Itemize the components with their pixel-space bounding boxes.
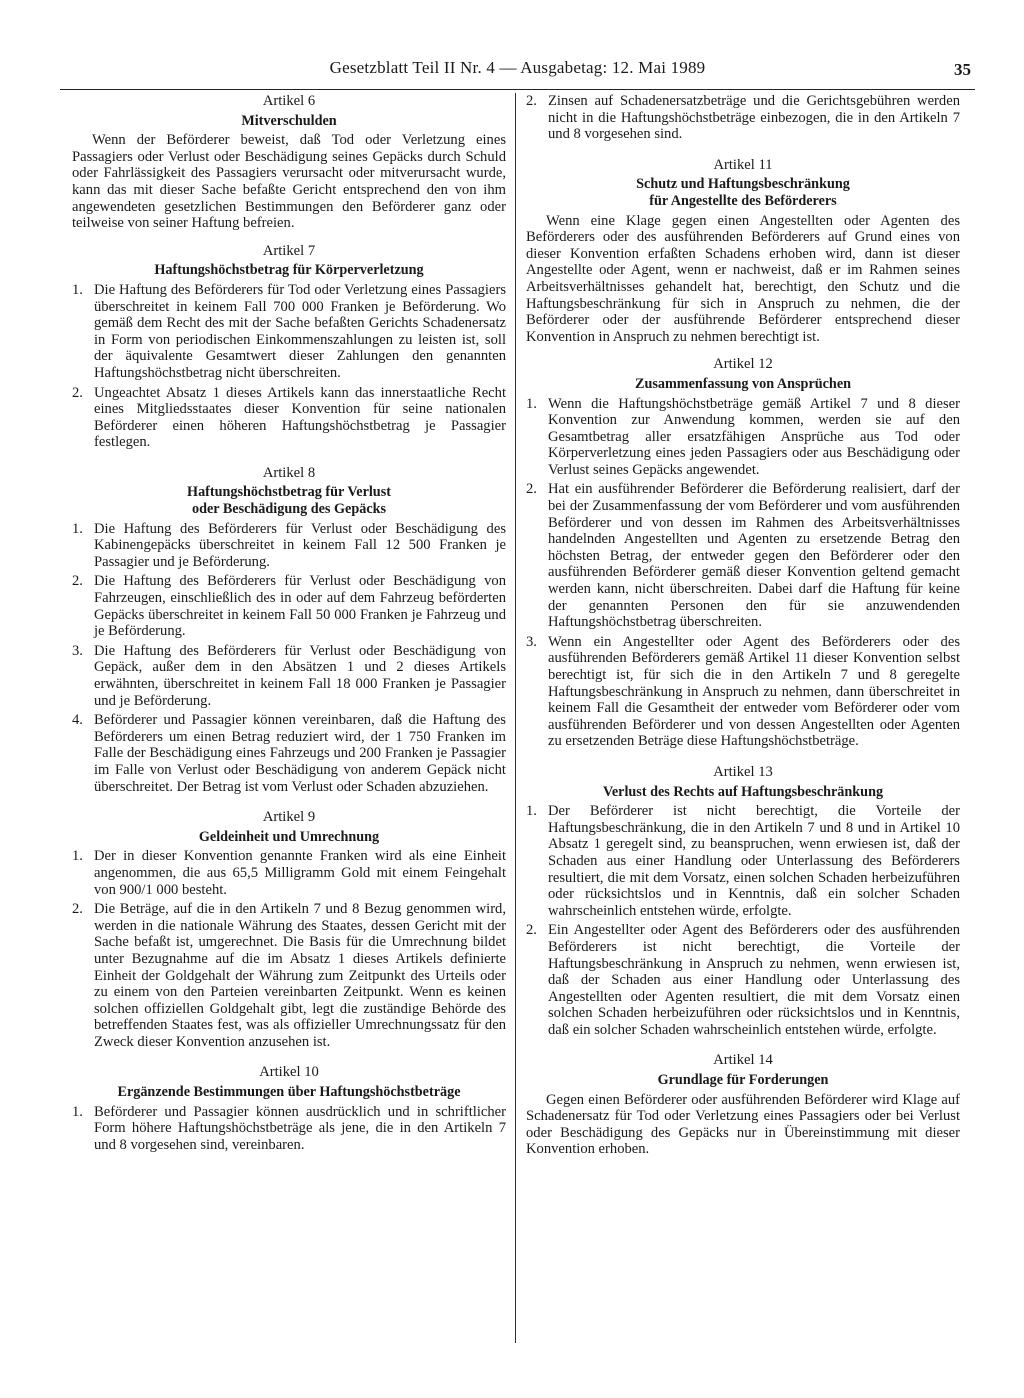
list-item	[72, 643, 506, 709]
article-10-continued	[526, 93, 960, 143]
page-header	[60, 55, 975, 90]
list-item	[72, 385, 506, 451]
article-title	[526, 176, 960, 209]
item-number: 4.	[72, 712, 83, 729]
item-number: 1.	[72, 1103, 83, 1120]
article-paragraph: Wenn eine Klage gegen einen Angestellten oder Agenten des Beförderers oder des ausführenden Beförderers auf Grund eines von dieser Konvention erfaßten Schadens erhoben wird, dann ist dieser Angestellte oder Agent, wenn er nachweist, daß er im Rahmen seines Arbeitsverhältnisses gehandelt hat, berechtigt, den Schutz und die Haftungsbeschränkung für sich in Anspruch zu nehmen, die der Beförderer oder der ausführende Beförderer entsprechend dieser Konvention in Anspruch zu nehmen berechtigt ist.	[526, 212, 960, 345]
list-item	[526, 481, 960, 630]
item-text: Die Haftung des Beförderers für Verlust oder Beschädigung von Fahrzeugen, einschließlich des in oder auf dem Fahrzeug beförderten Gepäcks überschreitet in keinem Fall 50 000 Franken je Fahrzeug und je Beförderung.	[94, 573, 506, 640]
page-number: 35	[954, 60, 971, 79]
item-number: 2.	[526, 922, 537, 939]
item-text: Hat ein ausführender Beförderer die Beförderung realisiert, darf der bei der Zusammenfassung der vom Beförderer und vom ausführenden Beförderer und von dessen im Rahmen des Arbeitsverhältnisses handelnden Angestellten und Agenten zu ersetzende Betrag den höchsten Betrag, der entweder gegen den Beförderer oder den ausführenden Beförderer gemäß dieser Konvention geltend gemacht werden kann, nicht überschreiten. Dabei darf die Haftung für keine der genannten Personen den für sie anzuwendenden Haftungshöchstbetrag überschreiten.	[548, 481, 960, 631]
item-text: Die Haftung des Beförderers für Verlust oder Beschädigung des Kabinengepäcks überschreitet in keinem Fall 12 500 Franken je Passagier und je Beförderung.	[94, 520, 506, 570]
article-12	[526, 356, 960, 750]
item-text: Wenn die Haftungshöchstbeträge gemäß Artikel 7 und 8 dieser Konvention zur Anwendung kommen, werden sie auf den Gesamtbetrag aller ersatzfähigen Ansprüche aus Tod oder Körperverletzung eines jeden Passagiers oder aus Beschädigung oder Verlust seines Gepäcks angewendet.	[548, 395, 960, 478]
list-item	[526, 634, 960, 750]
article-title-line: Haftungshöchstbetrag für Verlust	[187, 484, 391, 501]
item-number: 2.	[526, 481, 537, 498]
item-number: 2.	[72, 573, 83, 590]
article-title-line: für Angestellte des Beförderers	[649, 192, 837, 209]
item-text: Wenn ein Angestellter oder Agent des Beförderers oder des ausführenden Beförderers gemäß Artikel 11 dieser Konvention selbst berechtigt ist, für sich die in den Artikeln 7 und 8 geregelte Haftungsbeschränkung in Anspruch zu nehmen, dann überschreitet in keinem Fall die Gesamtheit der entweder vom Beförderer oder vom ausführenden Beförderer und von dessen Angestellten oder Agenten zu ersetzenden Beträge diese Haftungshöchstbeträge.	[548, 633, 960, 750]
article-13	[526, 764, 960, 1039]
article-10	[72, 1064, 506, 1153]
item-number: 1.	[526, 803, 537, 820]
article-title: Ergänzende Bestimmungen über Haftungshöchstbeträge	[117, 1084, 461, 1101]
list-item	[526, 922, 960, 1038]
item-text: Die Beträge, auf die in den Artikeln 7 und 8 Bezug genommen wird, werden in die nationale Währung des Staates, dessen Gericht mit der Sache befaßt ist, umgerechnet. Die Basis für die Umrechnung bildet unter Bezugnahme auf die im Absatz 1 dieses Artikels definierte Einheit der Goldgehalt der Währung zum Zeitpunkt des Urteils oder zu einem von den Parteien vereinbarten Zeitpunkt. Wenn es keinen solchen offiziellen Goldgehalt gibt, legt die zuständige Behörde des betreffenden Staates fest, was als offizieller Umrechnungssatz für den Zweck dieser Konvention anzusehen ist.	[94, 901, 506, 1050]
list-item	[72, 521, 506, 571]
article-number: Artikel 14	[713, 1052, 773, 1069]
article-paragraph: Wenn der Beförderer beweist, daß Tod oder Verletzung eines Passagiers oder Verlust oder Beschädigung seines Gepäcks durch Schuld oder Fahrlässigkeit des Passagiers verursacht oder mitverursacht wurde, kann das mit dieser Sache befaßte Gericht entsprechend den von ihm angewendeten gesetzlichen Bestimmungen den Beförderer ganz oder teilweise von seiner Haftung befreien.	[72, 132, 506, 232]
list-item	[526, 93, 960, 143]
item-text: Beförderer und Passagier können ausdrücklich und in schriftlicher Form höhere Haftungshöchstbeträge als jene, die in den Artikeln 7 und 8 vorgesehen sind, vereinbaren.	[94, 1103, 506, 1153]
article-title-line: Schutz und Haftungsbeschränkung	[636, 176, 850, 193]
article-7	[72, 243, 506, 451]
article-number: Artikel 8	[262, 464, 316, 481]
list-item	[526, 803, 960, 919]
right-column	[526, 93, 960, 1158]
article-9	[72, 809, 506, 1050]
article-title: Grundlage für Forderungen	[657, 1072, 829, 1089]
list-item	[72, 282, 506, 382]
article-title: Mitverschulden	[241, 112, 337, 129]
article-title	[72, 484, 506, 517]
item-number: 1.	[72, 520, 83, 537]
article-number: Artikel 12	[713, 356, 773, 373]
item-number: 2.	[72, 901, 83, 918]
item-text: Ungeachtet Absatz 1 dieses Artikels kann das innerstaatliche Recht eines Mitgliedsstaates dieser Konvention für seine nationalen Beförderer einen höheren Haftungshöchstbetrag je Passagier festlegen.	[94, 384, 506, 451]
item-text: Der in dieser Konvention genannte Franken wird als eine Einheit angenommen, die aus 65,5 Milligramm Gold mit einem Feingehalt von 900/1 000 besteht.	[94, 848, 506, 898]
article-title-line: oder Beschädigung des Gepäcks	[191, 501, 387, 518]
article-14	[526, 1052, 960, 1158]
gazette-title: Gesetzblatt Teil II Nr. 4 — Ausgabetag: 12. Mai 1989	[329, 58, 706, 77]
list-item	[72, 1104, 506, 1154]
article-number: Artikel 13	[713, 763, 773, 780]
item-number: 3.	[526, 633, 537, 650]
article-number: Artikel 7	[262, 242, 316, 259]
item-text: Der Beförderer ist nicht berechtigt, die Vorteile der Haftungsbeschränkung, die in den Artikeln 7 und 8 und in Artikel 10 Absatz 1 geregelt sind, zu beanspruchen, wenn erwiesen ist, daß der Schaden aus einer Handlung oder Unterlassung des Beförderers resultiert, die mit dem Vorsatz, einen solchen Schaden herbeizuführen oder rücksichtslos und in Kenntnis, daß ein solcher Schaden wahrscheinlich entstehen würde, erfolgte.	[548, 803, 960, 919]
left-column	[72, 93, 506, 1156]
article-title: Zusammenfassung von Ansprüchen	[634, 375, 852, 392]
article-title: Verlust des Rechts auf Haftungsbeschränkung	[602, 783, 884, 800]
article-number: Artikel 6	[262, 93, 316, 109]
item-text: Beförderer und Passagier können vereinbaren, daß die Haftung des Beförderers um einen Betrag reduziert wird, der 1 750 Franken im Falle der Beschädigung eines Fahrzeugs und 200 Franken je Passagier im Falle von Verlust oder Beschädigung von anderem Gepäck nicht überschreitet. Der Betrag ist vom Verlust oder Schaden abzuziehen.	[94, 712, 506, 795]
article-11	[526, 157, 960, 346]
article-number: Artikel 9	[262, 809, 316, 826]
item-text: Die Haftung des Beförderers für Tod oder Verletzung eines Passagiers überschreitet in keinem Fall 700 000 Franken je Beförderung. Wo gemäß dem Recht des mit der Sache befaßten Gerichts Schadenersatz in Form von periodischen Einkommenszahlungen zu leisten ist, soll der äquivalente Gesamtwert dieser Zahlungen den genannten Haftungshöchstbetrag nicht überschreiten.	[94, 281, 506, 381]
article-number: Artikel 10	[259, 1064, 319, 1081]
item-number: 1.	[72, 281, 83, 298]
list-item	[72, 712, 506, 795]
list-item	[526, 396, 960, 479]
article-number: Artikel 11	[713, 156, 773, 173]
article-8	[72, 465, 506, 795]
item-number: 1.	[72, 848, 83, 865]
item-number: 2.	[526, 93, 537, 109]
item-number: 2.	[72, 384, 83, 401]
item-text: Zinsen auf Schadenersatzbeträge und die Gerichtsgebühren werden nicht in die Haftungshöchstbeträge einbezogen, die in den Artikeln 7 und 8 vorgesehen sind.	[548, 93, 960, 143]
article-title: Geldeinheit und Umrechnung	[198, 828, 380, 845]
article-6	[72, 93, 506, 232]
list-item	[72, 848, 506, 898]
item-number: 3.	[72, 642, 83, 659]
article-paragraph: Gegen einen Beförderer oder ausführenden Beförderer wird Klage auf Schadenersatz für Tod oder Verletzung eines Passagiers oder bei Verlust oder Beschädigung des Gepäcks nur in Übereinstimmung mit dieser Konvention erhoben.	[526, 1091, 960, 1158]
list-item	[72, 901, 506, 1050]
item-text: Ein Angestellter oder Agent des Beförderers oder des ausführenden Beförderers ist nicht berechtigt, die Vorteile der Haftungsbeschränkung in Anspruch zu nehmen, wenn erwiesen ist, daß der Schaden aus einer Handlung oder Unterlassung des Angestellten oder Agenten resultiert, die mit dem Vorsatz einen solchen Schaden herbeizuführen oder rücksichtslos und in Kenntnis, daß ein solcher Schaden wahrscheinlich entstehen würde, erfolgte.	[548, 922, 960, 1038]
article-title: Haftungshöchstbetrag für Körperverletzung	[154, 262, 424, 279]
list-item	[72, 573, 506, 639]
column-divider	[515, 93, 516, 1343]
item-text: Die Haftung des Beförderers für Verlust oder Beschädigung von Gepäck, außer dem in den Absätzen 1 und 2 dieses Artikels erwähnten, überschreitet in keinem Fall 18 000 Franken je Passagier und je Beförderung.	[94, 642, 506, 709]
item-number: 1.	[526, 395, 537, 412]
